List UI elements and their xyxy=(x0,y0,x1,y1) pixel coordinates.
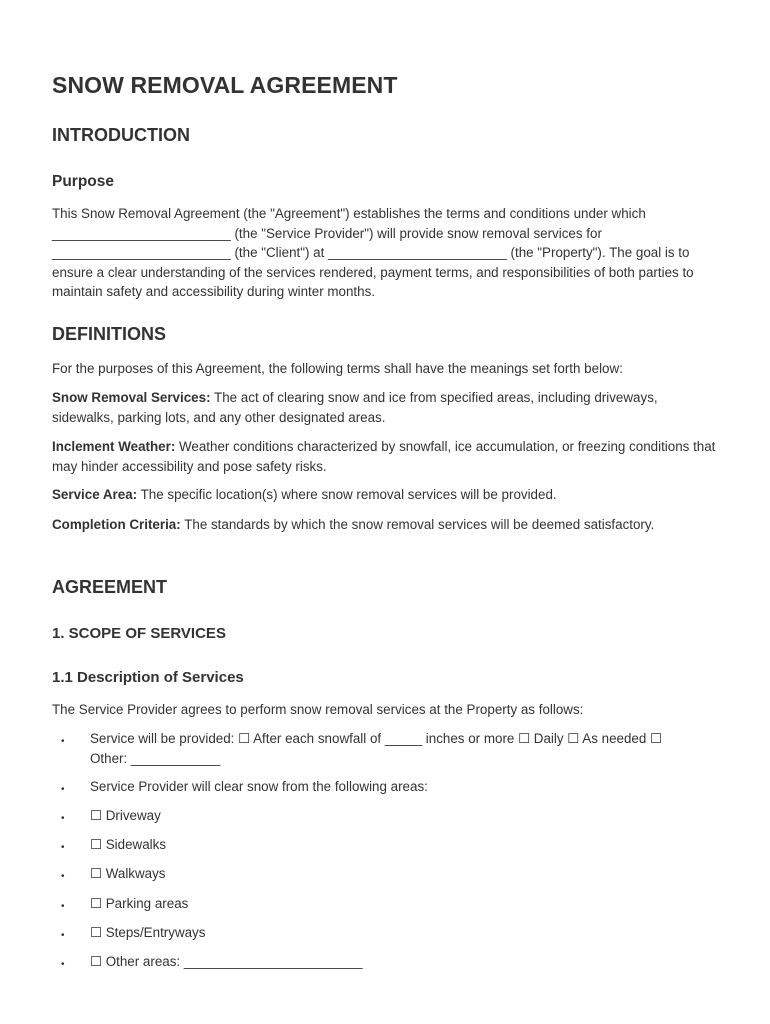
list-item xyxy=(52,806,720,826)
bullet-icon: • xyxy=(61,930,65,941)
list-item xyxy=(52,835,720,855)
definition-snow-removal-services xyxy=(52,388,720,427)
introduction-heading: INTRODUCTION xyxy=(52,125,190,145)
agreement-heading: AGREEMENT xyxy=(52,577,168,597)
definition-text: Weather conditions characterized by snowfall, ice accumulation, or freezing conditions that may hinder accessibility and pose safety risks. xyxy=(52,439,716,474)
purpose-paragraph: This Snow Removal Agreement (the "Agreement") establishes the terms and conditions under which ________________________ (the "Service Provider") will provide snow removal services for ________________________ (the "Client") at ________________________ (the "Property"). The goal is to ensure a clear understanding of the services rendered, payment terms, and responsibilities of both parties to maintain safety and accessibility during winter months. xyxy=(52,206,694,300)
list-item-text: Service will be provided: ☐ After each snowfall of _____ inches or more ☐ Daily ☐ As needed ☐ Other: ____________ xyxy=(90,731,663,766)
list-item xyxy=(52,777,720,797)
list-item-text: ☐ Steps/Entryways xyxy=(90,925,206,940)
definition-text: The act of clearing snow and ice from specified areas, including driveways, sidewalks, parking lots, and any other designated areas. xyxy=(52,390,658,425)
bullet-icon: • xyxy=(61,842,65,853)
list-item xyxy=(52,894,720,914)
list-item-text: ☐ Walkways xyxy=(90,866,166,881)
scope-of-services-heading: 1. SCOPE OF SERVICES xyxy=(52,625,226,642)
bullet-icon: • xyxy=(61,813,65,824)
bullet-icon: • xyxy=(61,736,65,747)
definitions-heading: DEFINITIONS xyxy=(52,324,167,344)
definition-term: Inclement Weather: xyxy=(52,439,176,454)
definitions-intro: For the purposes of this Agreement, the following terms shall have the meanings set forth below: xyxy=(52,361,623,376)
description-of-services-heading: 1.1 Description of Services xyxy=(52,669,244,686)
list-item-text: ☐ Sidewalks xyxy=(90,837,167,852)
list-item xyxy=(52,729,720,768)
definition-text: The standards by which the snow removal services will be deemed satisfactory. xyxy=(180,517,655,532)
bullet-icon: • xyxy=(61,959,65,970)
definition-term: Completion Criteria: xyxy=(52,517,181,532)
definition-service-area xyxy=(52,485,720,505)
bullet-icon: • xyxy=(61,901,65,912)
list-item xyxy=(52,864,720,884)
list-item-text: ☐ Parking areas xyxy=(90,896,189,911)
definition-term: Snow Removal Services: xyxy=(52,390,211,405)
list-item xyxy=(52,952,720,972)
bullet-icon: • xyxy=(61,784,65,795)
document-title: SNOW REMOVAL AGREEMENT xyxy=(52,72,398,98)
list-item-text: ☐ Other areas: ________________________ xyxy=(90,954,363,969)
list-item xyxy=(52,923,720,943)
definition-text: The specific location(s) where snow removal services will be provided. xyxy=(137,487,557,502)
definition-inclement-weather xyxy=(52,437,720,476)
bullet-icon: • xyxy=(61,871,65,882)
description-intro: The Service Provider agrees to perform snow removal services at the Property as follows: xyxy=(52,702,584,717)
list-item-text: ☐ Driveway xyxy=(90,808,161,823)
definition-term: Service Area: xyxy=(52,487,138,502)
definition-completion-criteria xyxy=(52,515,720,535)
purpose-heading: Purpose xyxy=(52,173,115,190)
list-item-text: Service Provider will clear snow from the following areas: xyxy=(90,779,428,794)
